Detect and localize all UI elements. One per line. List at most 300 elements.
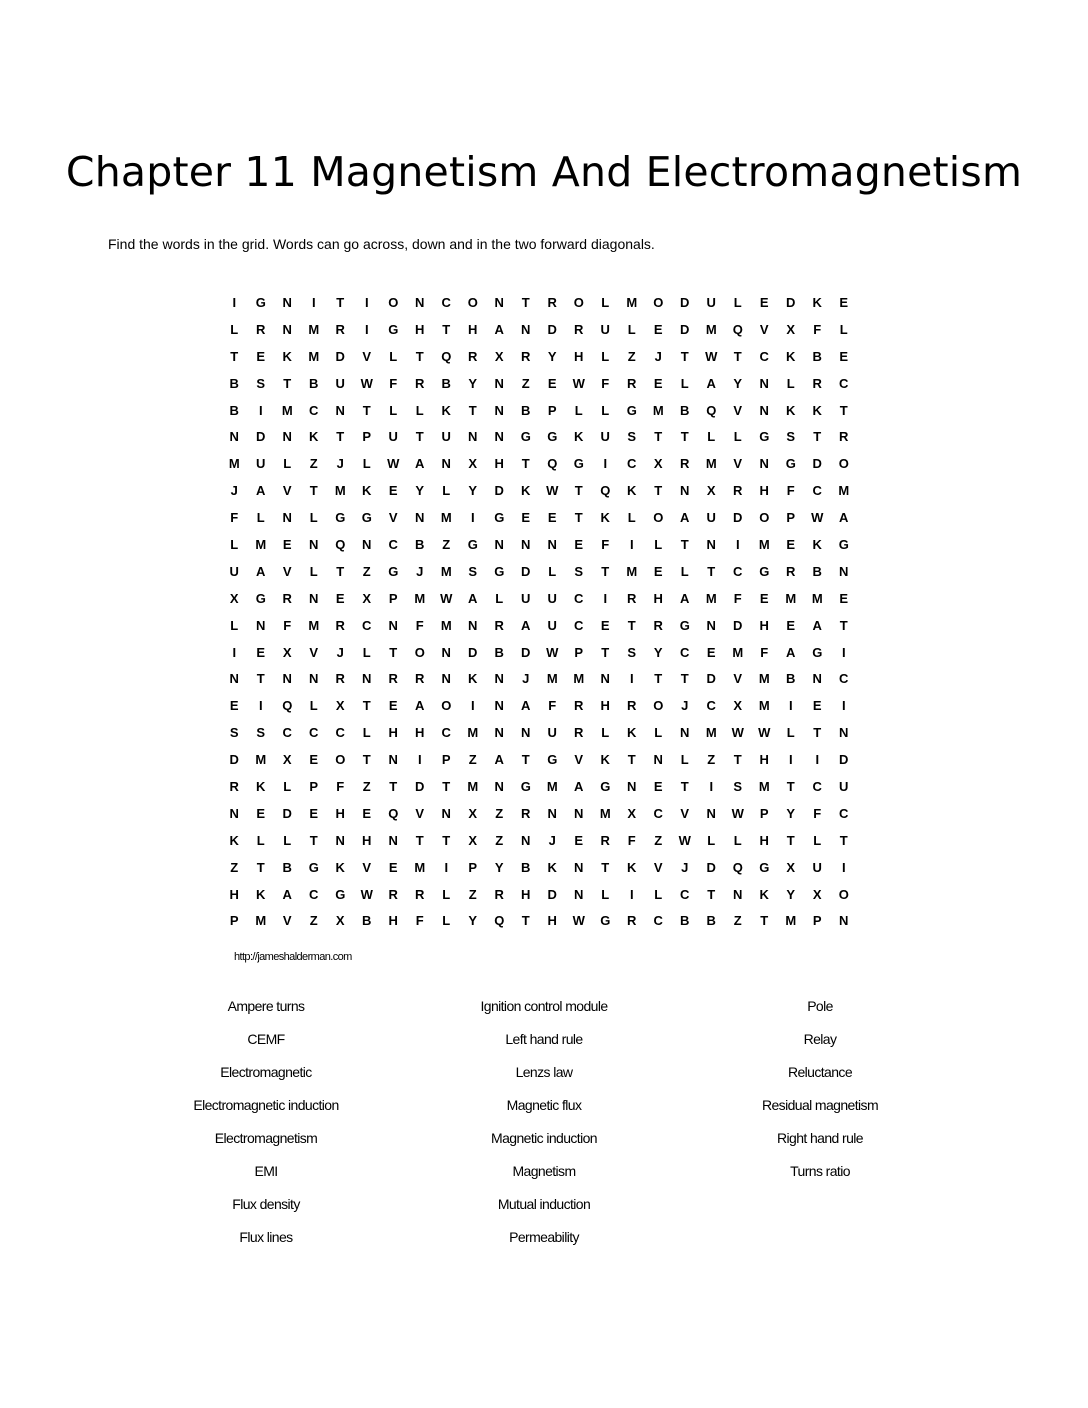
grid-cell: M (228, 456, 240, 472)
grid-cell: L (601, 294, 610, 310)
grid-cell: Q (441, 348, 452, 364)
grid-cell: H (415, 725, 425, 741)
grid-cell: F (548, 698, 557, 714)
grid-cell: M (626, 563, 638, 579)
word-list-item: Residual magnetism (761, 1097, 879, 1113)
word-list-item: Turns ratio (790, 1163, 850, 1179)
grid-cell: T (521, 456, 530, 472)
grid-row (221, 316, 857, 343)
grid-cell: I (470, 698, 475, 714)
grid-cell: F (786, 483, 795, 499)
grid-cell: R (521, 348, 531, 364)
grid-cell: N (706, 617, 716, 633)
grid-cell: L (362, 456, 371, 472)
instructions: Find the words in the grid. Words can go across, down and in the two forward diagonals. (108, 236, 655, 252)
grid-cell: G (335, 510, 346, 526)
grid-cell: S (786, 429, 796, 445)
grid-cell: S (229, 725, 239, 741)
grid-cell: R (812, 375, 822, 391)
grid-cell: V (282, 483, 292, 499)
grid-cell: L (654, 886, 663, 902)
grid-cell: I (629, 671, 634, 687)
grid-cell: K (521, 483, 531, 499)
grid-cell: Z (654, 832, 663, 848)
grid-cell: N (362, 536, 372, 552)
grid-cell: I (788, 752, 793, 768)
grid-cell: N (839, 725, 849, 741)
grid-cell: M (255, 752, 267, 768)
word-list-item: Electromagnetic (220, 1064, 312, 1080)
grid-cell: C (733, 563, 743, 579)
word-list-item: Permeability (509, 1229, 579, 1245)
grid-cell: G (308, 859, 319, 875)
grid-cell: P (574, 644, 584, 660)
grid-cell: L (230, 617, 239, 633)
grid-cell: G (494, 510, 505, 526)
grid-cell: B (282, 859, 292, 875)
grid-cell: P (309, 778, 319, 794)
grid-cell: N (282, 671, 292, 687)
grid-cell: Z (309, 913, 318, 929)
grid-cell: X (494, 348, 504, 364)
grid-cell: E (309, 752, 319, 768)
grid-cell: L (362, 725, 371, 741)
grid-cell: B (229, 402, 239, 418)
grid-cell: N (441, 456, 451, 472)
grid-cell: E (335, 590, 345, 606)
grid-cell: I (629, 536, 634, 552)
word-list-item: Magnetism (512, 1163, 576, 1179)
grid-cell: L (601, 402, 610, 418)
grid-cell: X (468, 832, 478, 848)
grid-cell: N (680, 483, 690, 499)
grid-cell: B (706, 913, 716, 929)
grid-cell: M (705, 456, 717, 472)
grid-row (221, 558, 857, 585)
grid-cell: W (678, 832, 691, 848)
word-list-item: Left hand rule (505, 1031, 583, 1047)
grid-cell: D (839, 752, 849, 768)
grid-cell: L (442, 913, 451, 929)
grid-cell: W (360, 886, 373, 902)
grid-cell: C (680, 644, 690, 660)
grid-cell: K (335, 859, 345, 875)
grid-cell: X (627, 805, 637, 821)
grid-cell: M (546, 778, 558, 794)
grid-cell: F (627, 832, 636, 848)
grid-cell: G (812, 644, 823, 660)
grid-cell: E (786, 617, 796, 633)
grid-cell: L (839, 321, 848, 337)
grid-cell: A (812, 617, 822, 633)
grid-cell: P (786, 510, 796, 526)
grid-cell: T (574, 510, 583, 526)
grid-cell: T (362, 698, 371, 714)
word-list-item: Mutual induction (497, 1196, 591, 1212)
grid-cell: G (759, 859, 770, 875)
grid-cell: W (731, 805, 744, 821)
grid-cell: I (258, 698, 263, 714)
grid-cell: U (547, 590, 557, 606)
grid-cell: E (256, 348, 266, 364)
grid-cell: H (574, 348, 584, 364)
grid-cell: D (706, 859, 716, 875)
grid-cell: S (256, 375, 266, 391)
grid-cell: Z (733, 913, 742, 929)
grid-cell: P (468, 859, 478, 875)
grid-cell: C (839, 671, 849, 687)
grid-cell: C (680, 886, 690, 902)
grid-cell: V (733, 456, 743, 472)
grid-cell: D (521, 563, 531, 579)
grid-row (221, 585, 857, 612)
grid-cell: U (335, 375, 345, 391)
grid-cell: N (547, 536, 557, 552)
grid-cell: L (495, 590, 504, 606)
grid-cell: Z (627, 348, 636, 364)
grid-cell: K (812, 402, 822, 418)
grid-cell: K (362, 483, 372, 499)
grid-cell: K (229, 832, 239, 848)
grid-cell: N (494, 402, 504, 418)
grid-row (221, 854, 857, 881)
grid-cell: T (521, 913, 530, 929)
grid-cell: N (494, 725, 504, 741)
grid-cell: K (786, 348, 796, 364)
grid-cell: T (442, 778, 451, 794)
grid-cell: H (653, 590, 663, 606)
grid-row (221, 531, 857, 558)
grid-cell: X (706, 483, 716, 499)
grid-cell: P (812, 913, 822, 929)
grid-cell: N (441, 644, 451, 660)
grid-cell: E (388, 483, 398, 499)
grid-cell: M (705, 725, 717, 741)
grid-cell: K (627, 483, 637, 499)
grid-cell: B (521, 859, 531, 875)
grid-cell: H (229, 886, 239, 902)
grid-cell: H (335, 805, 345, 821)
grid-cell: E (839, 294, 849, 310)
grid-cell: Z (362, 778, 371, 794)
grid-row (221, 343, 857, 370)
grid-cell: T (283, 375, 292, 391)
grid-cell: X (786, 859, 796, 875)
letter-grid (221, 289, 857, 934)
grid-row (221, 289, 857, 316)
grid-cell: G (600, 913, 611, 929)
grid-cell: J (681, 698, 689, 714)
grid-cell: J (548, 832, 556, 848)
grid-cell: G (335, 886, 346, 902)
grid-cell: V (680, 805, 690, 821)
grid-cell: R (786, 563, 796, 579)
grid-cell: N (706, 536, 716, 552)
grid-cell: G (361, 510, 372, 526)
grid-cell: V (574, 752, 584, 768)
grid-cell: U (600, 429, 610, 445)
grid-cell: T (680, 536, 689, 552)
grid-cell: R (494, 886, 504, 902)
grid-row (221, 692, 857, 719)
grid-cell: L (415, 402, 424, 418)
grid-cell: L (707, 429, 716, 445)
grid-cell: G (838, 536, 849, 552)
grid-cell: F (336, 778, 345, 794)
grid-cell: L (283, 778, 292, 794)
grid-cell: K (600, 752, 610, 768)
grid-cell: K (812, 294, 822, 310)
grid-cell: L (548, 563, 557, 579)
grid-cell: T (415, 832, 424, 848)
grid-cell: M (758, 778, 770, 794)
grid-cell: D (680, 321, 690, 337)
grid-cell: E (839, 590, 849, 606)
grid-cell: Z (309, 456, 318, 472)
grid-cell: C (759, 348, 769, 364)
grid-cell: P (547, 402, 557, 418)
grid-cell: T (362, 402, 371, 418)
grid-cell: X (229, 590, 239, 606)
grid-cell: N (759, 456, 769, 472)
grid-cell: B (521, 402, 531, 418)
grid-row (221, 800, 857, 827)
grid-cell: K (309, 429, 319, 445)
grid-cell: L (309, 563, 318, 579)
grid-cell: G (600, 778, 611, 794)
grid-cell: D (547, 321, 557, 337)
grid-cell: J (336, 644, 344, 660)
grid-cell: R (415, 671, 425, 687)
grid-cell: P (229, 913, 239, 929)
grid-cell: N (388, 832, 398, 848)
grid-cell: W (440, 590, 453, 606)
source-link[interactable]: http://jameshalderman.com (234, 951, 352, 963)
grid-cell: L (601, 348, 610, 364)
grid-cell: F (813, 805, 822, 821)
grid-cell: I (629, 886, 634, 902)
grid-cell: L (786, 725, 795, 741)
grid-cell: T (839, 617, 848, 633)
grid-cell: N (229, 805, 239, 821)
grid-cell: N (229, 429, 239, 445)
grid-cell: G (679, 617, 690, 633)
grid-cell: C (839, 805, 849, 821)
grid-cell: H (521, 886, 531, 902)
grid-cell: Q (388, 805, 399, 821)
grid-cell: N (441, 671, 451, 687)
grid-cell: D (706, 671, 716, 687)
grid-cell: E (759, 294, 769, 310)
grid-cell: K (547, 859, 557, 875)
grid-cell: B (786, 671, 796, 687)
grid-cell: D (282, 805, 292, 821)
grid-cell: N (494, 294, 504, 310)
grid-cell: M (626, 294, 638, 310)
grid-cell: T (707, 886, 716, 902)
grid-cell: J (416, 563, 424, 579)
grid-cell: H (759, 617, 769, 633)
grid-cell: W (705, 348, 718, 364)
grid-cell: I (470, 510, 475, 526)
grid-cell: G (785, 456, 796, 472)
grid-cell: T (362, 752, 371, 768)
grid-cell: U (441, 429, 451, 445)
grid-cell: I (417, 752, 422, 768)
grid-cell: R (494, 617, 504, 633)
grid-cell: E (812, 698, 822, 714)
grid-cell: I (815, 752, 820, 768)
grid-cell: D (468, 644, 478, 660)
grid-cell: U (547, 617, 557, 633)
grid-cell: R (547, 294, 557, 310)
grid-cell: K (574, 429, 584, 445)
grid-cell: A (415, 698, 425, 714)
grid-cell: Z (707, 752, 716, 768)
grid-cell: Q (732, 321, 743, 337)
grid-cell: N (494, 536, 504, 552)
word-list-item: Flux lines (239, 1229, 293, 1245)
grid-cell: A (468, 590, 478, 606)
grid-cell: V (362, 859, 372, 875)
grid-cell: M (546, 671, 558, 687)
word-list-column-1 (136, 998, 396, 1262)
grid-cell: A (282, 886, 292, 902)
grid-cell: I (788, 698, 793, 714)
grid-cell: L (627, 510, 636, 526)
word-list-item: Relay (803, 1031, 837, 1047)
grid-cell: N (494, 778, 504, 794)
grid-cell: R (574, 321, 584, 337)
grid-cell: R (256, 321, 266, 337)
grid-cell: C (441, 725, 451, 741)
grid-cell: T (574, 483, 583, 499)
grid-cell: E (388, 859, 398, 875)
grid-cell: U (388, 429, 398, 445)
grid-cell: T (230, 348, 239, 364)
grid-cell: X (282, 752, 292, 768)
grid-cell: T (336, 429, 345, 445)
grid-cell: P (362, 429, 372, 445)
grid-cell: A (415, 456, 425, 472)
grid-cell: G (626, 402, 637, 418)
grid-cell: U (521, 590, 531, 606)
grid-cell: E (547, 510, 557, 526)
grid-cell: L (574, 402, 583, 418)
grid-cell: X (335, 913, 345, 929)
grid-cell: Q (282, 698, 293, 714)
grid-cell: T (707, 563, 716, 579)
grid-cell: Q (732, 859, 743, 875)
grid-cell: T (336, 294, 345, 310)
grid-cell: I (709, 778, 714, 794)
grid-cell: N (494, 375, 504, 391)
grid-cell: T (760, 913, 769, 929)
grid-cell: F (230, 510, 239, 526)
grid-cell: N (839, 913, 849, 929)
grid-cell: E (229, 698, 239, 714)
grid-cell: F (415, 913, 424, 929)
grid-cell: D (521, 644, 531, 660)
grid-cell: X (335, 698, 345, 714)
grid-cell: R (229, 778, 239, 794)
grid-cell: O (388, 294, 399, 310)
grid-cell: N (574, 859, 584, 875)
grid-cell: E (653, 375, 663, 391)
grid-cell: S (256, 725, 266, 741)
grid-cell: E (653, 563, 663, 579)
grid-cell: L (786, 375, 795, 391)
word-list-item: EMI (254, 1163, 278, 1179)
grid-cell: T (813, 429, 822, 445)
grid-cell: Z (468, 886, 477, 902)
grid-row (221, 746, 857, 773)
grid-cell: L (601, 725, 610, 741)
grid-cell: Y (468, 913, 478, 929)
grid-cell: I (311, 294, 316, 310)
word-list-item: CEMF (247, 1031, 285, 1047)
grid-cell: N (680, 725, 690, 741)
grid-cell: A (521, 617, 531, 633)
grid-row (221, 504, 857, 531)
grid-cell: G (494, 563, 505, 579)
grid-cell: H (362, 832, 372, 848)
grid-cell: K (256, 886, 266, 902)
grid-cell: H (494, 456, 504, 472)
word-list-column-3 (690, 998, 950, 1196)
grid-cell: R (415, 886, 425, 902)
word-list-item: Ampere turns (227, 998, 305, 1014)
word-list-item: Magnetic induction (491, 1130, 597, 1146)
grid-cell: N (415, 294, 425, 310)
grid-cell: T (680, 671, 689, 687)
grid-cell: N (309, 536, 319, 552)
grid-cell: M (308, 321, 320, 337)
grid-cell: N (335, 402, 345, 418)
grid-cell: N (282, 510, 292, 526)
grid-cell: B (680, 402, 690, 418)
grid-cell: R (600, 832, 610, 848)
grid-cell: M (414, 859, 426, 875)
grid-cell: V (309, 644, 319, 660)
grid-cell: T (442, 832, 451, 848)
grid-cell: Z (230, 859, 239, 875)
grid-cell: H (600, 698, 610, 714)
grid-cell: R (388, 671, 398, 687)
grid-cell: V (282, 563, 292, 579)
word-list-item: Flux density (232, 1196, 300, 1212)
word-list-item: Magnetic flux (506, 1097, 582, 1113)
grid-cell: S (627, 644, 637, 660)
word-list-item: Electromagnetism (214, 1130, 318, 1146)
grid-cell: S (468, 563, 478, 579)
grid-cell: L (813, 832, 822, 848)
grid-cell: O (573, 294, 584, 310)
grid-cell: L (707, 832, 716, 848)
grid-cell: H (468, 321, 478, 337)
grid-cell: T (521, 752, 530, 768)
grid-cell: Q (547, 456, 558, 472)
grid-cell: J (336, 456, 344, 472)
grid-cell: P (388, 590, 398, 606)
grid-cell: N (256, 617, 266, 633)
grid-cell: R (574, 698, 584, 714)
grid-cell: Q (600, 483, 611, 499)
grid-cell: T (389, 644, 398, 660)
grid-cell: C (388, 536, 398, 552)
grid-cell: T (601, 563, 610, 579)
grid-cell: N (521, 725, 531, 741)
